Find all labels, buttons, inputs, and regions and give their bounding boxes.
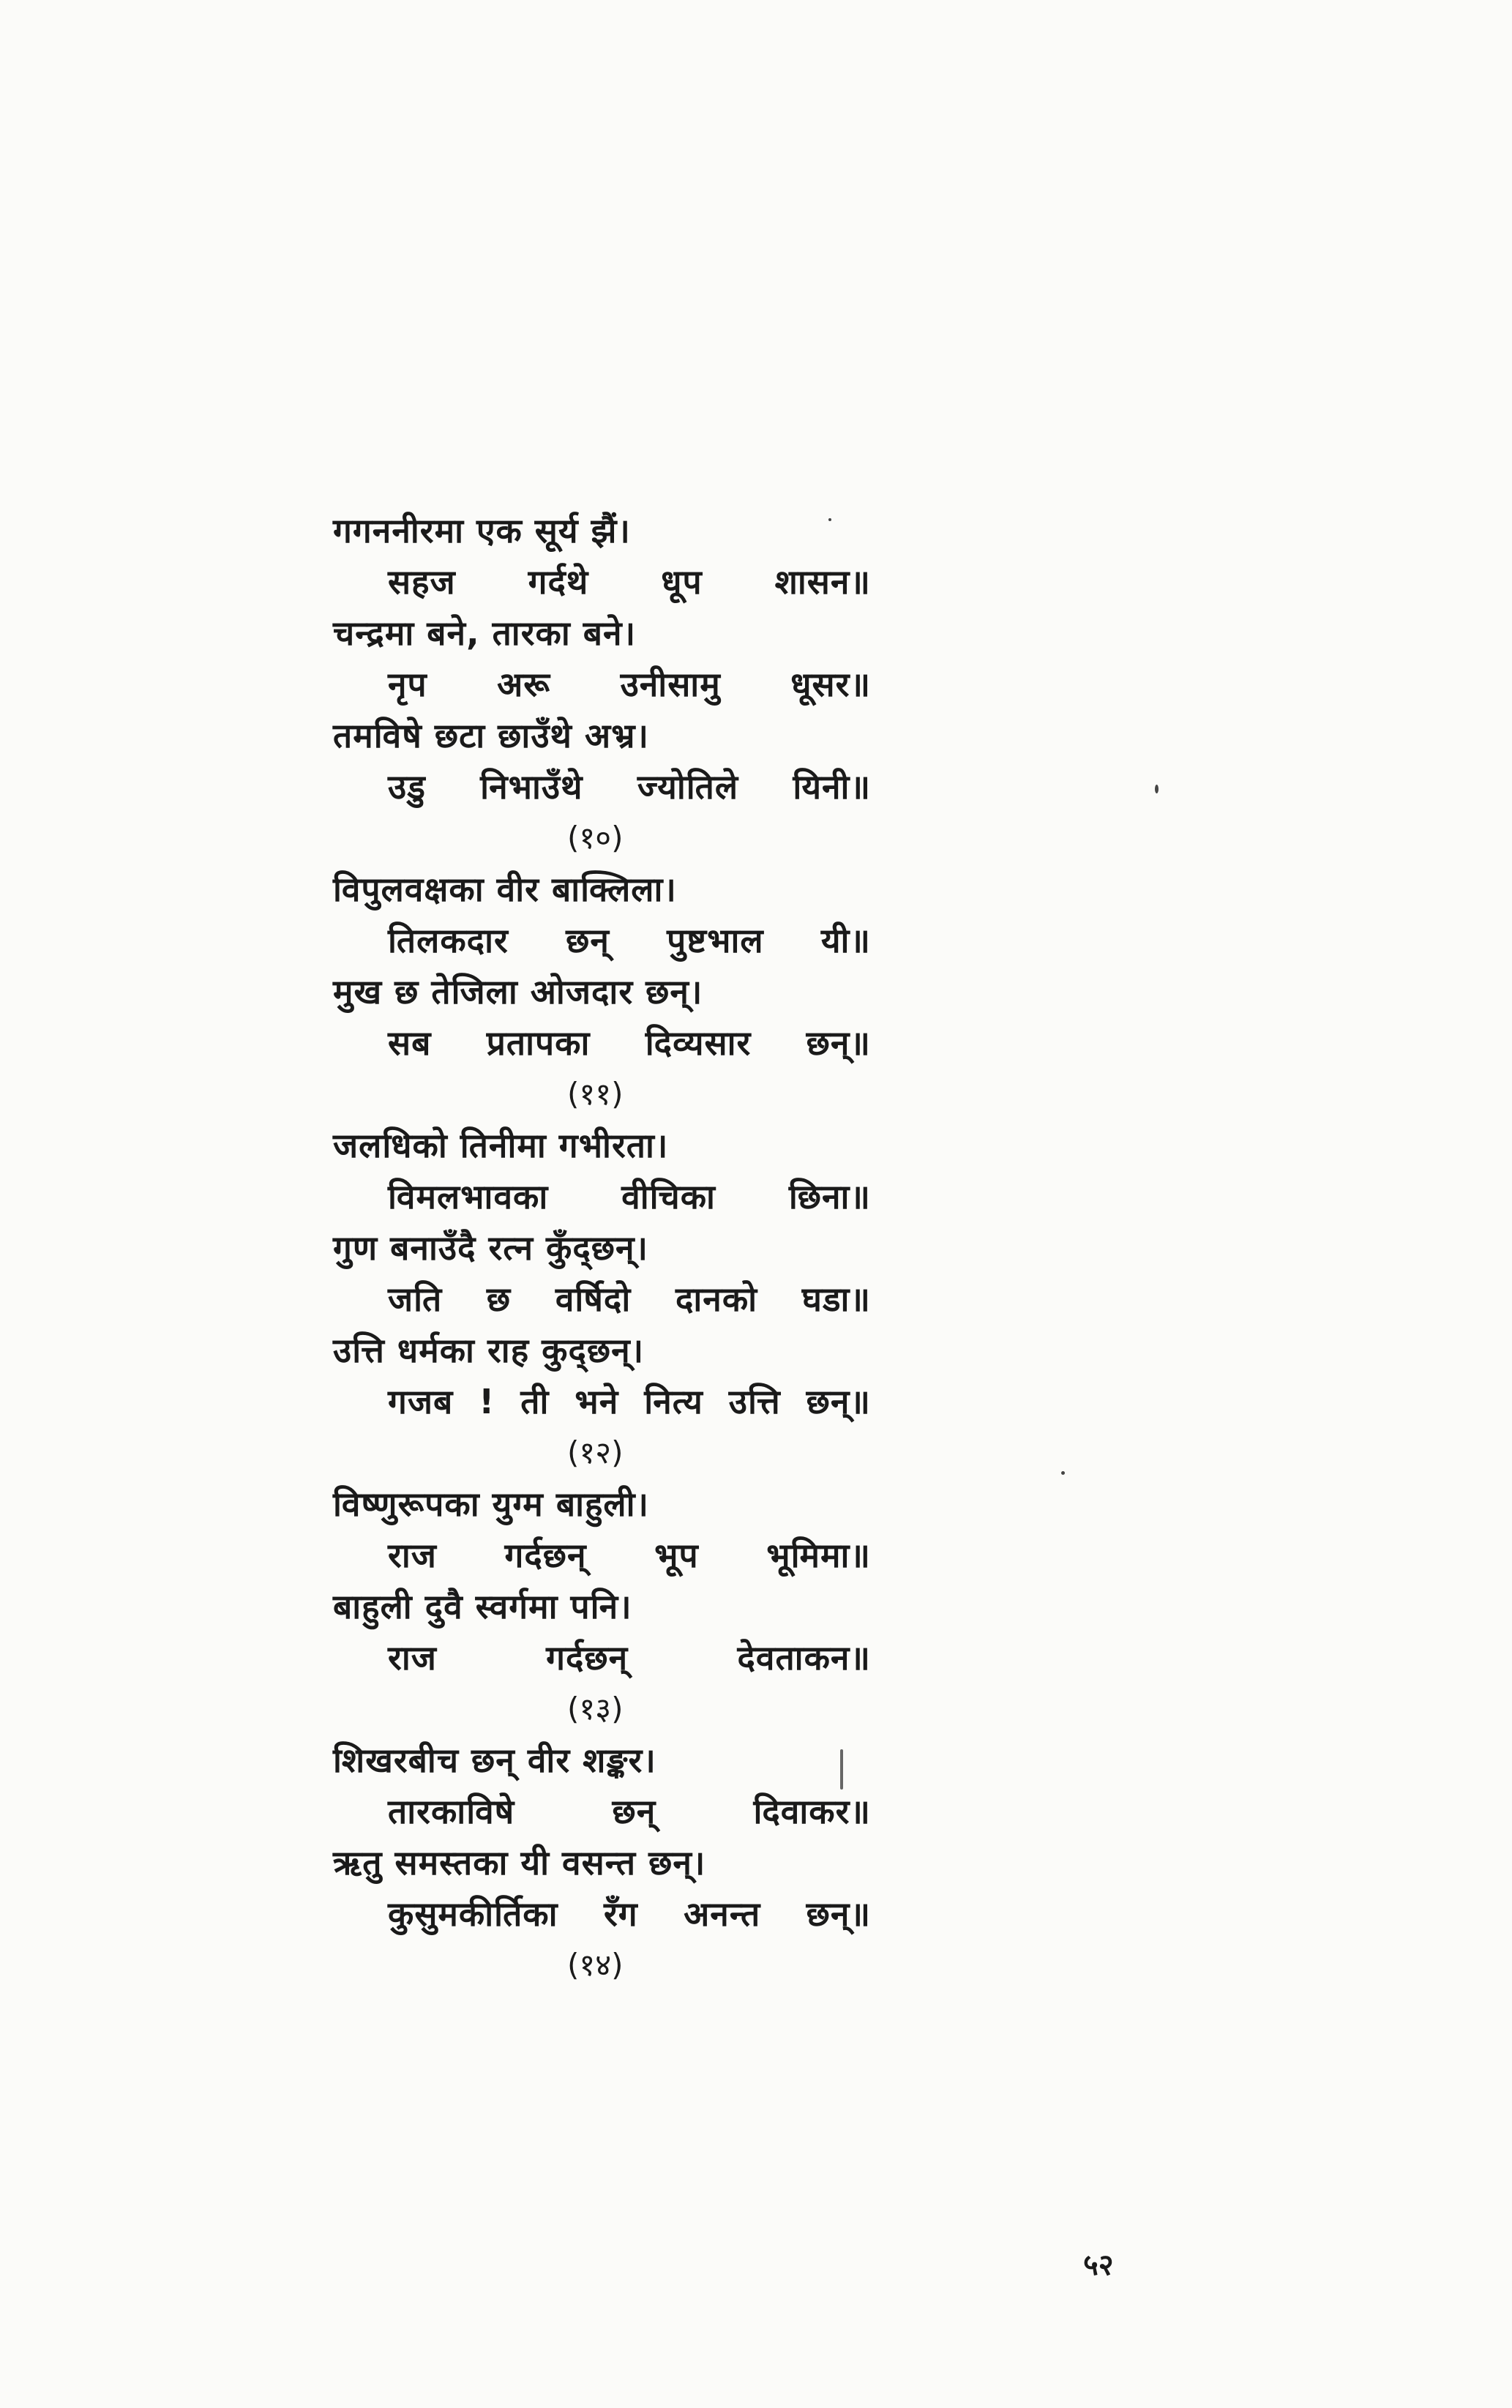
verse-line: जति छ वर्षिदो दानको घडा॥	[388, 1279, 871, 1319]
verse-line: नृप अरू उनीसामु धूसर॥	[388, 665, 871, 704]
verse-line: बाहुली दुवै स्वर्गमा पनि।	[333, 1587, 632, 1626]
verse-line: विमलभावका वीचिका छिना॥	[388, 1177, 871, 1216]
verse-line: उत्ति धर्मका राह कुद्छन्।	[333, 1331, 645, 1370]
verse-line: ऋतु समस्तका यी वसन्त छन्।	[333, 1843, 706, 1882]
stanza	[333, 1478, 889, 1735]
margin-pencil-mark	[840, 1749, 843, 1790]
verse-line: कुसुमकीर्तिका रँग अनन्त छन्॥	[388, 1894, 871, 1934]
scan-speck	[1155, 785, 1159, 793]
verse-line: मुख छ तेजिला ओजदार छन्।	[333, 972, 703, 1012]
stanza	[333, 1735, 889, 1991]
page-number: ५२	[1083, 2248, 1114, 2282]
scan-speck	[828, 518, 831, 521]
verse-line: विष्णुरूपका युग्म बाहुली।	[333, 1484, 649, 1524]
stanza	[333, 505, 889, 864]
stanza-number: (१०)	[567, 820, 624, 856]
verse-line: तमविषे छटा छाउँथे अभ्र।	[333, 716, 649, 755]
verse-line: राज गर्दछन् भूप भूमिमा॥	[388, 1536, 871, 1575]
stanza-number: (१४)	[567, 1947, 624, 1983]
stanza-number: (१३)	[567, 1691, 624, 1727]
verse-line: शिखरबीच छन् वीर शङ्कर।	[333, 1740, 656, 1780]
verse-line: गजब ! ती भने नित्य उत्ति छन्॥	[388, 1382, 871, 1421]
stanza	[333, 1120, 889, 1478]
scan-speck	[1061, 1471, 1065, 1475]
stanza-number: (११)	[567, 1076, 624, 1112]
verse-line: चन्द्रमा बने, तारका बने।	[333, 613, 637, 653]
verse-line: सब प्रतापका दिव्यसार छन्॥	[388, 1023, 871, 1063]
verse-line: तिलकदार छन् पुष्टभाल यी॥	[388, 921, 871, 960]
stanza	[333, 864, 889, 1120]
verse-line: गुण बनाउँदै रत्न कुँद्छन्।	[333, 1228, 648, 1268]
stanza-number: (१२)	[567, 1435, 624, 1470]
verse-line: उडु निभाउँथे ज्योतिले यिनी॥	[388, 767, 871, 807]
verse-line: सहज गर्दथे धूप शासन॥	[388, 562, 871, 602]
poem-body	[333, 505, 889, 1991]
verse-line: तारकाविषे छन् दिवाकर॥	[388, 1792, 871, 1831]
verse-line: विपुलवक्षका वीर बाक्लिला।	[333, 870, 677, 909]
verse-line: जलधिको तिनीमा गभीरता।	[333, 1126, 669, 1165]
verse-line: गगननीरमा एक सूर्य झैं।	[333, 511, 631, 550]
verse-line: राज गर्दछन् देवताकन॥	[388, 1638, 871, 1678]
